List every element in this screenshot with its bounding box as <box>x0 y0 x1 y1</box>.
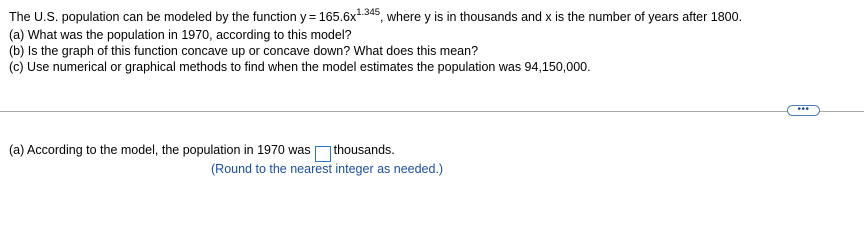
intro-after-text: , where y is in thousands and x is the number of years after 1800. <box>380 10 743 24</box>
answer-suffix-text: thousands. <box>333 143 395 157</box>
section-divider <box>0 111 864 112</box>
exponent-text: 1.345 <box>356 7 381 18</box>
part-c-question: (c) Use numerical or graphical methods to find when the model estimates the population was 94,150,000. <box>9 60 591 74</box>
population-answer-input[interactable] <box>315 146 331 162</box>
answer-prefix-text: (a) According to the model, the population in 1970 was <box>9 143 311 157</box>
expand-more-button[interactable]: ••• <box>787 105 820 116</box>
problem-statement <box>9 9 859 75</box>
part-b-question: (b) Is the graph of this function concave up or concave down? What does this mean? <box>9 44 479 58</box>
problem-intro <box>9 9 859 25</box>
intro-before-text: The U.S. population can be modeled by the function y = 165.6x <box>9 10 357 24</box>
answer-row <box>9 142 395 162</box>
rounding-hint: (Round to the nearest integer as needed.) <box>211 162 444 176</box>
part-a-question: (a) What was the population in 1970, according to this model? <box>9 28 352 42</box>
